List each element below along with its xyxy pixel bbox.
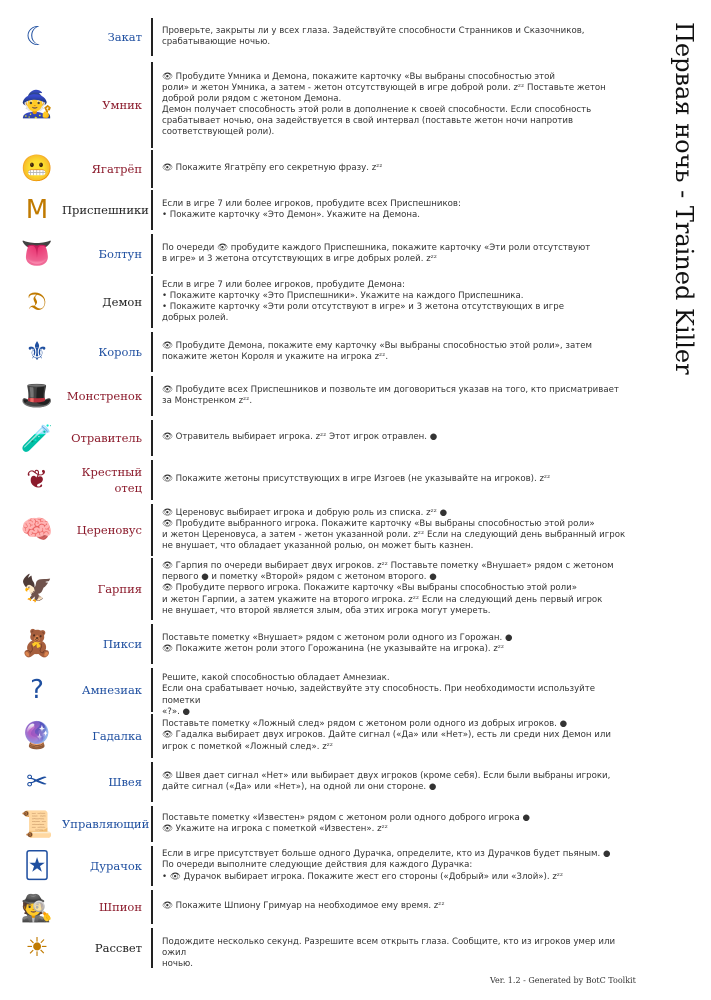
role-name: Шпион (98, 900, 142, 914)
divider (151, 624, 153, 664)
instruction-line: По очереди выполните следующие действия для каждого Дурачка: (162, 860, 473, 871)
instruction-line: • 👁 Дурачок выбирает игрока. Покажите жест его стороны («Добрый» или «Злой»). zᶻᶻ (162, 871, 564, 882)
crystal-ball-icon: 🔮 (20, 721, 54, 751)
instruction-line: По очереди 👁 пробудите каждого Приспешника, покажите карточку «Эти роли отсутствуют (162, 242, 591, 253)
instruction-line: роли» и жетон Умника, а затем - жетон отсутствующей в игре доброй роли. zᶻᶻ Поставьте жетон (162, 82, 606, 93)
role-name: Цереновус (76, 523, 142, 537)
divider (151, 18, 153, 56)
instruction-line: 👁 Покажите Ягатрёпу его секретную фразу. zᶻᶻ (162, 163, 383, 174)
night-order-row (0, 18, 650, 56)
role-instructions (162, 849, 636, 882)
instruction-line: • Покажите карточку «Эти роли отсутствуют в игре» и 3 жетона отсутствующих в игре (162, 301, 565, 312)
instruction-line: добрых ролей. (162, 313, 229, 324)
divider (151, 190, 153, 230)
instruction-line: 👁 Швея дает сигнал «Нет» или выбирает двух игроков (кроме себя). Если были выбраны игроки, (162, 770, 611, 781)
divider (151, 762, 153, 802)
instruction-line: соответствующей роли). (162, 127, 275, 138)
instruction-line: не внушает, что обладает указанной ролью, он может быть казнен. (162, 541, 474, 552)
instruction-line: 👁 Цереновус выбирает игрока и добрую роль из списка. zᶻᶻ ● (162, 507, 448, 518)
instruction-line: 👁 Покажите Шпиону Гримуар на необходимое ему время. zᶻᶻ (162, 901, 445, 912)
instruction-line: 👁 Пробудите Умника и Демона, покажите карточку «Вы выбраны способностью этой (162, 71, 555, 82)
instruction-line: и жетон Гарпии, а затем укажите на второго игрока. zᶻᶻ Если на следующий день первый игрок (162, 594, 603, 605)
divider (151, 558, 153, 620)
jester-icon: 🃏 (23, 851, 51, 881)
role-instructions (162, 280, 636, 324)
role-name: Дурачок (89, 859, 142, 873)
instruction-line: срабатывает ночью, она задействуется в свой интервал (поставьте жетон ночи напротив (162, 116, 574, 127)
instruction-line: покажите жетон Короля и укажите на игрока zᶻᶻ. (162, 351, 389, 362)
instruction-line: 👁 Пробудите Демона, покажите ему карточку «Вы выбраны способностью этой роли», затем (162, 340, 592, 351)
night-order-row (0, 806, 650, 842)
instruction-line: Поставьте пометку «Ложный след» рядом с жетоном роли одного из добрых игроков. ● (162, 719, 568, 730)
role-name: Ягатрёп (91, 162, 142, 176)
instruction-line: 👁 Покажите жетон роли этого Горожанина (не указывайте на игрока). zᶻᶻ (162, 643, 505, 654)
role-name: Рассвет (94, 941, 142, 955)
role-instructions (162, 243, 636, 265)
instruction-line: «?». ● (162, 706, 191, 717)
night-order-row (0, 62, 650, 148)
divider (151, 332, 153, 372)
night-order-row (0, 376, 650, 416)
divider (151, 376, 153, 416)
tongue-icon: 👅 (20, 239, 54, 269)
scissors-icon: ✂ (26, 767, 48, 797)
divider (151, 276, 153, 328)
instruction-line: Если она срабатывает ночью, задействуйте эту способность. При необходимости используйте пометки (162, 684, 596, 706)
role-instructions (162, 673, 636, 717)
instruction-line: игрок с пометкой «Ложный след». zᶻᶻ (162, 741, 334, 752)
role-name: Гарпия (97, 582, 142, 596)
night-order-row (0, 558, 650, 620)
instruction-line: Демон получает способность этой роли в дополнение к своей способности. Если способность (162, 104, 592, 115)
role-name: Управляющий (62, 817, 150, 831)
instruction-line: Проверьте, закрыты ли у всех глаза. Задействуйте способности Странников и Сказочников, (162, 25, 585, 36)
role-name: Монстренок (66, 389, 142, 403)
role-instructions (162, 474, 636, 485)
wizard-icon: 🧙 (20, 90, 54, 120)
instruction-line: Подождите несколько секунд. Разрешите всем открыть глаза. Сообщите, кто из игроков умер или ожил (162, 936, 616, 958)
instruction-line: Решите, какой способностью обладает Амнезиак. (162, 673, 390, 684)
instruction-line: 👁 Покажите жетоны присутствующих в игре Изгоев (не указывайте на игроков). zᶻᶻ (162, 474, 551, 485)
role-instructions (162, 771, 636, 793)
divider (151, 714, 153, 758)
role-name: Гадалка (92, 729, 142, 743)
divider (151, 928, 153, 968)
night-order-row (0, 420, 650, 456)
demon-icon: 𝔇 (27, 286, 47, 317)
divider (151, 62, 153, 148)
night-order-row (0, 504, 650, 556)
footer: Ver. 1.2 - Generated by BotC Toolkit (490, 976, 636, 985)
role-instructions (162, 199, 636, 221)
spy-icon: 🕵 (20, 894, 54, 924)
divider (151, 806, 153, 842)
role-name: Пикси (103, 637, 142, 651)
instruction-line: Если в игре 7 или более игроков, пробудите Демона: (162, 279, 405, 290)
night-order-row (0, 714, 650, 758)
page-title: Первая ночь - Trained Killer (670, 22, 698, 375)
role-instructions (162, 561, 636, 616)
divider (151, 150, 153, 188)
instruction-line: Если в игре 7 или более игроков, пробудите всех Приспешников: (162, 198, 461, 209)
night-order-row (0, 332, 650, 372)
role-instructions (162, 432, 636, 443)
divider (151, 504, 153, 556)
fleur-icon: ⚜ (25, 337, 49, 367)
night-order-row (0, 762, 650, 802)
night-order-row (0, 150, 650, 188)
role-instructions (162, 633, 636, 655)
instruction-line: за Монстренком zᶻᶻ. (162, 395, 253, 406)
instruction-line: 👁 Отравитель выбирает игрока. zᶻᶻ Этот игрок отравлен. ● (162, 432, 438, 443)
role-instructions (162, 341, 636, 363)
role-name: Болтун (98, 247, 142, 261)
divider (151, 890, 153, 924)
role-name: Отравитель (71, 431, 142, 445)
role-instructions (162, 508, 636, 552)
role-instructions (162, 813, 636, 835)
night-order-row (0, 234, 650, 274)
instruction-line: и жетон Цереновуса, а затем - жетон указанной роли. zᶻᶻ Если на следующий день выбранный игрок (162, 529, 626, 540)
instruction-line: 👁 Пробудите первого игрока. Покажите карточку «Вы выбраны способностью этой роли» (162, 583, 578, 594)
instruction-line: в игре» и 3 жетона отсутствующих в игре добрых ролей. zᶻᶻ (162, 253, 438, 264)
night-order-row (0, 624, 650, 664)
teeth-icon: 😬 (20, 154, 54, 184)
divider (151, 234, 153, 274)
role-instructions (162, 901, 636, 912)
role-instructions (162, 937, 636, 970)
instruction-line: не внушает, что второй является злым, оба этих игрока могут умереть. (162, 605, 491, 616)
instruction-line: 👁 Пробудите всех Приспешников и позвольте им договориться указав на того, кто присматривает (162, 384, 619, 395)
instruction-line: дайте сигнал («Да» или «Нет»), на одной ли они стороне. ● (162, 781, 437, 792)
night-order-row (0, 460, 650, 500)
role-name: Крестный отец (81, 465, 142, 495)
hat-icon: 🎩 (20, 381, 54, 411)
instruction-line: доброй роли рядом с жетоном Демона. (162, 93, 342, 104)
divider (151, 420, 153, 456)
sun-icon: ☀ (25, 933, 49, 963)
instruction-line: 👁 Укажите на игрока с пометкой «Известен». zᶻᶻ (162, 823, 388, 834)
vial-icon: 🧪 (20, 424, 54, 454)
role-instructions (162, 72, 636, 139)
night-order-row (0, 890, 650, 924)
role-name: Закат (107, 30, 142, 44)
branch-icon: ❦ (26, 465, 48, 495)
question-icon: ? (30, 675, 44, 705)
harpy-icon: 🦅 (20, 574, 54, 604)
role-name: Король (98, 345, 142, 359)
instruction-line: 👁 Гадалка выбирает двух игроков. Дайте сигнал («Да» или «Нет»), есть ли среди них Демон или (162, 730, 611, 741)
instruction-line: первого ● и пометку «Второй» рядом с жетоном второго. ● (162, 572, 437, 583)
instruction-line: 👁 Пробудите выбранного игрока. Покажите карточку «Вы выбраны способностью этой роли» (162, 518, 595, 529)
divider (151, 668, 153, 712)
role-instructions (162, 719, 636, 752)
night-order-row (0, 668, 650, 717)
night-order-row (0, 928, 650, 968)
role-instructions (162, 385, 636, 407)
bear-icon: 🧸 (20, 629, 54, 659)
instruction-line: Поставьте пометку «Известен» рядом с жетоном роли одного доброго игрока ● (162, 812, 530, 823)
moon-icon: ☾ (25, 22, 49, 52)
scroll-icon: 📜 (20, 810, 54, 840)
night-order-row (0, 190, 650, 230)
divider (151, 460, 153, 500)
night-order-row (0, 276, 650, 328)
instruction-line: • Покажите карточку «Это Приспешники». Укажите на каждого Приспешника. (162, 290, 524, 301)
instruction-line: срабатывающие ночью. (162, 36, 271, 47)
night-order-row (0, 846, 650, 886)
role-name: Амнезиак (81, 683, 142, 697)
instruction-line: • Покажите карточку «Это Демон». Укажите на Демона. (162, 209, 420, 220)
instruction-line: Поставьте пометку «Внушает» рядом с жетоном роли одного из Горожан. ● (162, 632, 513, 643)
brain-icon: 🧠 (20, 515, 54, 545)
role-name: Приспешники (62, 203, 149, 217)
role-name: Швея (108, 775, 142, 789)
role-name: Демон (102, 295, 142, 309)
minion-icon: M (25, 195, 49, 225)
divider (151, 846, 153, 886)
role-name: Умник (102, 98, 142, 112)
instruction-line: 👁 Гарпия по очереди выбирает двух игроков. zᶻᶻ Поставьте пометку «Внушает» рядом с жетоном (162, 561, 614, 572)
instruction-line: Если в игре присутствует больше одного Дурачка, определите, кто из Дурачков будет пьяным. ● (162, 849, 611, 860)
role-instructions (162, 26, 636, 48)
role-instructions (162, 163, 636, 174)
instruction-line: ночью. (162, 959, 193, 970)
